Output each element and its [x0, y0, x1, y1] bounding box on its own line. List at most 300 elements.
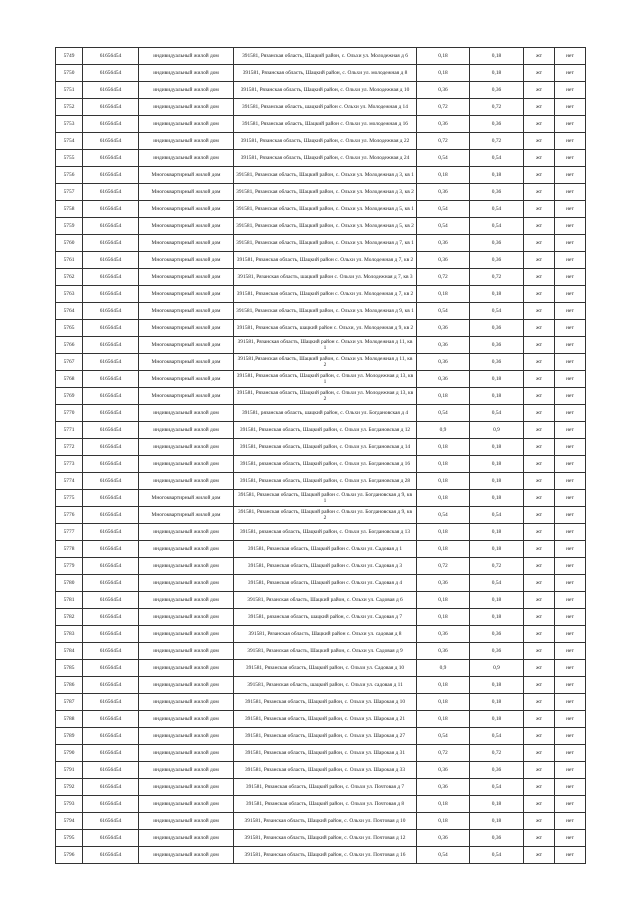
- value-2-cell: 0,54: [470, 218, 524, 235]
- building-type-cell: индивидуальный жилой дом: [139, 609, 234, 626]
- oktmo-code-cell: 61656454: [83, 65, 139, 82]
- value-1-cell: 0,18: [417, 711, 470, 728]
- value-2-cell: 0,18: [470, 371, 524, 388]
- usage-type-cell: жт: [524, 371, 555, 388]
- address-cell: 391581, Рязанская область, Шацкий район, с. Ольхи ул. Почтовая д 8: [234, 796, 417, 813]
- value-1-cell: 0,36: [417, 320, 470, 337]
- value-2-cell: 0,36: [470, 830, 524, 847]
- building-type-cell: индивидуальный жилой дом: [139, 677, 234, 694]
- flag-cell: нет: [555, 779, 586, 796]
- oktmo-code-cell: 61656454: [83, 167, 139, 184]
- row-number-cell: 5760: [56, 235, 83, 252]
- value-2-cell: 0,36: [470, 626, 524, 643]
- row-number-cell: 5770: [56, 405, 83, 422]
- table-row: [56, 796, 586, 813]
- flag-cell: нет: [555, 507, 586, 524]
- usage-type-cell: жт: [524, 218, 555, 235]
- usage-type-cell: жт: [524, 201, 555, 218]
- value-1-cell: 0,36: [417, 643, 470, 660]
- usage-type-cell: жт: [524, 439, 555, 456]
- oktmo-code-cell: 61656454: [83, 541, 139, 558]
- building-type-cell: индивидуальный жилой дом: [139, 558, 234, 575]
- value-2-cell: 0,54: [470, 303, 524, 320]
- flag-cell: нет: [555, 116, 586, 133]
- row-number-cell: 5774: [56, 473, 83, 490]
- building-type-cell: индивидуальный жилой дом: [139, 82, 234, 99]
- flag-cell: нет: [555, 745, 586, 762]
- value-1-cell: 0,18: [417, 388, 470, 405]
- value-1-cell: 0,72: [417, 558, 470, 575]
- usage-type-cell: жт: [524, 592, 555, 609]
- usage-type-cell: жт: [524, 337, 555, 354]
- oktmo-code-cell: 61656454: [83, 643, 139, 660]
- building-type-cell: индивидуальный жилой дом: [139, 745, 234, 762]
- usage-type-cell: жт: [524, 643, 555, 660]
- address-cell: 391581, Рязанская область, Шацкий район, с. Ольхи ул. Почтовая д 7: [234, 779, 417, 796]
- table-row: [56, 847, 586, 864]
- value-1-cell: 0,9: [417, 422, 470, 439]
- building-type-cell: индивидуальный жилой дом: [139, 116, 234, 133]
- flag-cell: нет: [555, 626, 586, 643]
- table-row: [56, 677, 586, 694]
- flag-cell: нет: [555, 728, 586, 745]
- usage-type-cell: жт: [524, 48, 555, 65]
- usage-type-cell: жт: [524, 745, 555, 762]
- value-1-cell: 0,54: [417, 847, 470, 864]
- flag-cell: нет: [555, 354, 586, 371]
- address-cell: 391581, Рязанская область, Шацкий район, с. Ольхи ул. Молодежная д 7, кв 1: [234, 235, 417, 252]
- usage-type-cell: жт: [524, 82, 555, 99]
- row-number-cell: 5766: [56, 337, 83, 354]
- building-type-cell: индивидуальный жилой дом: [139, 592, 234, 609]
- address-cell: 391581, Рязанская область, Шацкий район, с. Ольхи ул. Садовая д 10: [234, 660, 417, 677]
- building-type-cell: Многоквартирный жилой дом: [139, 388, 234, 405]
- registry-rows: [56, 48, 586, 864]
- value-1-cell: 0,18: [417, 490, 470, 507]
- row-number-cell: 5775: [56, 490, 83, 507]
- row-number-cell: 5787: [56, 694, 83, 711]
- building-type-cell: индивидуальный жилой дом: [139, 524, 234, 541]
- building-type-cell: индивидуальный жилой дом: [139, 422, 234, 439]
- table-row: [56, 269, 586, 286]
- address-cell: 391581, Рязанская область, Шацкий район с. Ольхи ул. Садовая д 3: [234, 558, 417, 575]
- value-1-cell: 0,72: [417, 99, 470, 116]
- building-type-cell: индивидуальный жилой дом: [139, 643, 234, 660]
- row-number-cell: 5763: [56, 286, 83, 303]
- address-cell: 391581, Рязанская область, Шацкий район с. Ольхи ул. Молодежная д 7, кв 2: [234, 252, 417, 269]
- value-1-cell: 0,18: [417, 524, 470, 541]
- address-cell: 391581, Рязанская область, Шацкий район, с. Ольхи ул. Молодежная д 13, кв 2: [234, 388, 417, 405]
- flag-cell: нет: [555, 167, 586, 184]
- oktmo-code-cell: 61656454: [83, 371, 139, 388]
- value-1-cell: 0,18: [417, 796, 470, 813]
- value-1-cell: 0,18: [417, 167, 470, 184]
- building-type-cell: Многоквартирный жилой дом: [139, 167, 234, 184]
- flag-cell: нет: [555, 65, 586, 82]
- address-cell: 391581, Рязанская область, Шацкий район, с. Ольхи ул. Шарокая д 10: [234, 694, 417, 711]
- address-cell: 391581, Рязанская область, Шацкий район, с. Ольхи ул. Молодежная д 6: [234, 48, 417, 65]
- value-2-cell: 0,18: [470, 439, 524, 456]
- row-number-cell: 5792: [56, 779, 83, 796]
- value-2-cell: 0,36: [470, 643, 524, 660]
- row-number-cell: 5756: [56, 167, 83, 184]
- value-2-cell: 0,18: [470, 711, 524, 728]
- oktmo-code-cell: 61656454: [83, 388, 139, 405]
- flag-cell: нет: [555, 201, 586, 218]
- address-cell: 391581, Рязанская область, Шацкий район с. Ольхи ул. Богдановская д 9, кв 2: [234, 507, 417, 524]
- usage-type-cell: жт: [524, 286, 555, 303]
- row-number-cell: 5764: [56, 303, 83, 320]
- value-2-cell: 0,18: [470, 167, 524, 184]
- building-type-cell: индивидуальный жилой дом: [139, 813, 234, 830]
- building-type-cell: индивидуальный жилой дом: [139, 779, 234, 796]
- flag-cell: нет: [555, 490, 586, 507]
- oktmo-code-cell: 61656454: [83, 116, 139, 133]
- table-row: [56, 694, 586, 711]
- value-1-cell: 0,18: [417, 541, 470, 558]
- value-1-cell: 0,18: [417, 813, 470, 830]
- oktmo-code-cell: 61656454: [83, 184, 139, 201]
- value-1-cell: 0,36: [417, 830, 470, 847]
- building-type-cell: Многоквартирный жилой дом: [139, 218, 234, 235]
- value-1-cell: 0,36: [417, 354, 470, 371]
- address-cell: 391581, рязанская область, Шацкий район, с. Ольхи ул. Богдановская д 13: [234, 524, 417, 541]
- usage-type-cell: жт: [524, 762, 555, 779]
- value-1-cell: 0,36: [417, 116, 470, 133]
- value-2-cell: 0,18: [470, 286, 524, 303]
- row-number-cell: 5776: [56, 507, 83, 524]
- oktmo-code-cell: 61656454: [83, 728, 139, 745]
- oktmo-code-cell: 61656454: [83, 456, 139, 473]
- building-type-cell: индивидуальный жилой дом: [139, 439, 234, 456]
- value-1-cell: 0,9: [417, 660, 470, 677]
- flag-cell: нет: [555, 439, 586, 456]
- building-type-cell: индивидуальный жилой дом: [139, 99, 234, 116]
- oktmo-code-cell: 61656454: [83, 133, 139, 150]
- flag-cell: нет: [555, 711, 586, 728]
- oktmo-code-cell: 61656454: [83, 320, 139, 337]
- building-type-cell: индивидуальный жилой дом: [139, 711, 234, 728]
- usage-type-cell: жт: [524, 99, 555, 116]
- building-type-cell: Многоквартирный жилой дом: [139, 235, 234, 252]
- usage-type-cell: жт: [524, 558, 555, 575]
- building-type-cell: индивидуальный жилой дом: [139, 847, 234, 864]
- usage-type-cell: жт: [524, 167, 555, 184]
- usage-type-cell: жт: [524, 694, 555, 711]
- table-row: [56, 728, 586, 745]
- building-type-cell: индивидуальный жилой дом: [139, 694, 234, 711]
- value-1-cell: 0,72: [417, 269, 470, 286]
- building-type-cell: Многоквартирный жилой дом: [139, 354, 234, 371]
- address-cell: 391581, Рязанская область, Шацкий район с. Ольхи ул. молодежная д 16: [234, 116, 417, 133]
- table-row: [56, 830, 586, 847]
- usage-type-cell: жт: [524, 184, 555, 201]
- value-2-cell: 0,36: [470, 82, 524, 99]
- value-2-cell: 0,72: [470, 558, 524, 575]
- building-type-cell: Многоквартирный жилой дом: [139, 201, 234, 218]
- building-type-cell: индивидуальный жилой дом: [139, 65, 234, 82]
- value-2-cell: 0,54: [470, 847, 524, 864]
- oktmo-code-cell: 61656454: [83, 422, 139, 439]
- building-type-cell: Многоквартирный жилой дом: [139, 371, 234, 388]
- oktmo-code-cell: 61656454: [83, 252, 139, 269]
- oktmo-code-cell: 61656454: [83, 745, 139, 762]
- address-cell: 391581, Рязанская область, Шацкий район, с. Ольхи ул. Почтовая д 12: [234, 830, 417, 847]
- table-row: [56, 490, 586, 507]
- usage-type-cell: жт: [524, 796, 555, 813]
- row-number-cell: 5782: [56, 609, 83, 626]
- building-type-cell: индивидуальный жилой дом: [139, 660, 234, 677]
- usage-type-cell: жт: [524, 252, 555, 269]
- oktmo-code-cell: 61656454: [83, 694, 139, 711]
- table-row: [56, 320, 586, 337]
- building-type-cell: Многоквартирный жилой дом: [139, 252, 234, 269]
- value-2-cell: 0,18: [470, 48, 524, 65]
- oktmo-code-cell: 61656454: [83, 490, 139, 507]
- value-2-cell: 0,54: [470, 575, 524, 592]
- value-2-cell: 0,54: [470, 201, 524, 218]
- oktmo-code-cell: 61656454: [83, 150, 139, 167]
- row-number-cell: 5795: [56, 830, 83, 847]
- row-number-cell: 5783: [56, 626, 83, 643]
- flag-cell: нет: [555, 320, 586, 337]
- value-1-cell: 0,36: [417, 371, 470, 388]
- building-type-cell: Многоквартирный жилой дом: [139, 337, 234, 354]
- value-1-cell: 0,54: [417, 201, 470, 218]
- oktmo-code-cell: 61656454: [83, 575, 139, 592]
- table-row: [56, 337, 586, 354]
- address-cell: 391581, Рязанская область, Шацкий район, с. Ольхи ул. Шарокая д 21: [234, 711, 417, 728]
- address-cell: 391581, Рязанская область, Шацкий район с. Ольхи ул. Молодежная д 11, кв 1: [234, 337, 417, 354]
- oktmo-code-cell: 61656454: [83, 354, 139, 371]
- oktmo-code-cell: 61656454: [83, 558, 139, 575]
- row-number-cell: 5773: [56, 456, 83, 473]
- table-row: [56, 745, 586, 762]
- oktmo-code-cell: 61656454: [83, 269, 139, 286]
- usage-type-cell: жт: [524, 405, 555, 422]
- row-number-cell: 5784: [56, 643, 83, 660]
- value-2-cell: 0,72: [470, 269, 524, 286]
- flag-cell: нет: [555, 694, 586, 711]
- oktmo-code-cell: 61656454: [83, 762, 139, 779]
- value-2-cell: 0,18: [470, 473, 524, 490]
- building-type-cell: индивидуальный жилой дом: [139, 456, 234, 473]
- usage-type-cell: жт: [524, 65, 555, 82]
- usage-type-cell: жт: [524, 830, 555, 847]
- usage-type-cell: жт: [524, 711, 555, 728]
- oktmo-code-cell: 61656454: [83, 405, 139, 422]
- value-1-cell: 0,18: [417, 592, 470, 609]
- oktmo-code-cell: 61656454: [83, 677, 139, 694]
- table-row: [56, 524, 586, 541]
- flag-cell: нет: [555, 218, 586, 235]
- table-row: [56, 82, 586, 99]
- address-cell: 391581, Рязанская область, Шацкий район с. Ольхи ул. Садовая д 1: [234, 541, 417, 558]
- table-row: [56, 184, 586, 201]
- value-2-cell: 0,36: [470, 184, 524, 201]
- row-number-cell: 5767: [56, 354, 83, 371]
- row-number-cell: 5789: [56, 728, 83, 745]
- value-1-cell: 0,18: [417, 677, 470, 694]
- value-2-cell: 0,18: [470, 813, 524, 830]
- building-type-cell: индивидуальный жилой дом: [139, 405, 234, 422]
- table-row: [56, 167, 586, 184]
- address-cell: 391581, Рязанская область, Шацкий район, с. Ольхи ул. Шарокая д 31: [234, 745, 417, 762]
- usage-type-cell: жт: [524, 150, 555, 167]
- usage-type-cell: жт: [524, 626, 555, 643]
- building-type-cell: индивидуальный жилой дом: [139, 473, 234, 490]
- value-2-cell: 0,36: [470, 762, 524, 779]
- address-cell: 391581, Рязанская область, Шацкий район, с. Ольхи ул. Садовая д 9: [234, 643, 417, 660]
- address-cell: 391581, Рязанская область, Шацкий район, с. Ольхи ул. Шарокая д 33: [234, 762, 417, 779]
- value-1-cell: 0,54: [417, 218, 470, 235]
- oktmo-code-cell: 61656454: [83, 48, 139, 65]
- usage-type-cell: жт: [524, 456, 555, 473]
- row-number-cell: 5752: [56, 99, 83, 116]
- row-number-cell: 5769: [56, 388, 83, 405]
- usage-type-cell: жт: [524, 660, 555, 677]
- table-row: [56, 592, 586, 609]
- usage-type-cell: жт: [524, 575, 555, 592]
- oktmo-code-cell: 61656454: [83, 830, 139, 847]
- value-2-cell: 0,54: [470, 405, 524, 422]
- value-2-cell: 0,18: [470, 796, 524, 813]
- value-1-cell: 0,36: [417, 762, 470, 779]
- flag-cell: нет: [555, 184, 586, 201]
- row-number-cell: 5790: [56, 745, 83, 762]
- row-number-cell: 5758: [56, 201, 83, 218]
- value-1-cell: 0,36: [417, 626, 470, 643]
- row-number-cell: 5749: [56, 48, 83, 65]
- row-number-cell: 5786: [56, 677, 83, 694]
- table-row: [56, 252, 586, 269]
- oktmo-code-cell: 61656454: [83, 235, 139, 252]
- flag-cell: нет: [555, 235, 586, 252]
- value-1-cell: 0,72: [417, 745, 470, 762]
- flag-cell: нет: [555, 524, 586, 541]
- table-row: [56, 762, 586, 779]
- flag-cell: нет: [555, 558, 586, 575]
- row-number-cell: 5772: [56, 439, 83, 456]
- row-number-cell: 5788: [56, 711, 83, 728]
- value-2-cell: 0,54: [470, 507, 524, 524]
- value-1-cell: 0,18: [417, 439, 470, 456]
- building-type-cell: Многоквартирный жилой дом: [139, 269, 234, 286]
- value-2-cell: 0,18: [470, 388, 524, 405]
- building-type-cell: Многоквартирный жилой дом: [139, 184, 234, 201]
- value-1-cell: 0,18: [417, 694, 470, 711]
- value-2-cell: 0,36: [470, 354, 524, 371]
- address-cell: 391581, Рязанская область, Шацкий район, с. Ольхи ул. Почтовая д 16: [234, 847, 417, 864]
- flag-cell: нет: [555, 575, 586, 592]
- flag-cell: нет: [555, 541, 586, 558]
- value-1-cell: 0,36: [417, 337, 470, 354]
- address-cell: 391581, рязанская область, шацкий район, с. Ольхи ул. Богдановская д 4: [234, 405, 417, 422]
- table-row: [56, 643, 586, 660]
- value-1-cell: 0,18: [417, 48, 470, 65]
- value-2-cell: 0,9: [470, 422, 524, 439]
- row-number-cell: 5762: [56, 269, 83, 286]
- flag-cell: нет: [555, 677, 586, 694]
- flag-cell: нет: [555, 609, 586, 626]
- address-cell: 391581, Рязанская область, Шацкий район, с. Ольхи ул. Молодежная д 5, кв 2: [234, 218, 417, 235]
- flag-cell: нет: [555, 286, 586, 303]
- table-row: [56, 201, 586, 218]
- address-cell: 391581, Рязанская область, Шацкий район, с. Ольхи ул. Богдановская д 14: [234, 439, 417, 456]
- table-row: [56, 609, 586, 626]
- usage-type-cell: жт: [524, 779, 555, 796]
- usage-type-cell: жт: [524, 473, 555, 490]
- usage-type-cell: жт: [524, 490, 555, 507]
- address-cell: 391581, Рязанская область, шацкий район, с. Ольхи ул. садовая д 11: [234, 677, 417, 694]
- value-1-cell: 0,54: [417, 150, 470, 167]
- row-number-cell: 5751: [56, 82, 83, 99]
- address-cell: 391581, Рязанская область, Шацкий район, с. Ольхи ул. Богдановская д 12: [234, 422, 417, 439]
- usage-type-cell: жт: [524, 847, 555, 864]
- row-number-cell: 5761: [56, 252, 83, 269]
- oktmo-code-cell: 61656454: [83, 473, 139, 490]
- oktmo-code-cell: 61656454: [83, 660, 139, 677]
- usage-type-cell: жт: [524, 507, 555, 524]
- address-cell: 391581, Рязанская область, Шацкий район, с. Ольхи ул. Молодежная д 13, кв 1: [234, 371, 417, 388]
- building-type-cell: индивидуальный жилой дом: [139, 830, 234, 847]
- row-number-cell: 5753: [56, 116, 83, 133]
- usage-type-cell: жт: [524, 813, 555, 830]
- value-2-cell: 0,36: [470, 320, 524, 337]
- flag-cell: нет: [555, 422, 586, 439]
- table-row: [56, 541, 586, 558]
- row-number-cell: 5796: [56, 847, 83, 864]
- value-2-cell: 0,72: [470, 745, 524, 762]
- flag-cell: нет: [555, 371, 586, 388]
- address-cell: 391581, Рязанская область, Шацкий район, с. Ольхи ул. Почтовая д 10: [234, 813, 417, 830]
- oktmo-code-cell: 61656454: [83, 99, 139, 116]
- row-number-cell: 5754: [56, 133, 83, 150]
- address-cell: 391581, Рязанская область, Шацкий район, с. Ольхи ул. Молодежная д 3, кв 1: [234, 167, 417, 184]
- oktmo-code-cell: 61656454: [83, 201, 139, 218]
- row-number-cell: 5780: [56, 575, 83, 592]
- oktmo-code-cell: 61656454: [83, 337, 139, 354]
- value-2-cell: 0,18: [470, 456, 524, 473]
- row-number-cell: 5768: [56, 371, 83, 388]
- address-cell: 391581, Рязанская область, Шацкий район с. Ольхи ул. Богдановская д 9, кв 1: [234, 490, 417, 507]
- building-type-cell: Многоквартирный жилой дом: [139, 490, 234, 507]
- address-cell: 391581, Рязанская область, шацкий район с. Ольхи, ул. Молодежная д 9, кв 2: [234, 320, 417, 337]
- table-row: [56, 473, 586, 490]
- table-row: [56, 286, 586, 303]
- value-1-cell: 0,18: [417, 65, 470, 82]
- value-2-cell: 0,36: [470, 235, 524, 252]
- row-number-cell: 5791: [56, 762, 83, 779]
- flag-cell: нет: [555, 99, 586, 116]
- oktmo-code-cell: 61656454: [83, 507, 139, 524]
- oktmo-code-cell: 61656454: [83, 847, 139, 864]
- table-row: [56, 711, 586, 728]
- table-row: [56, 354, 586, 371]
- usage-type-cell: жт: [524, 303, 555, 320]
- row-number-cell: 5765: [56, 320, 83, 337]
- flag-cell: нет: [555, 456, 586, 473]
- row-number-cell: 5755: [56, 150, 83, 167]
- oktmo-code-cell: 61656454: [83, 813, 139, 830]
- flag-cell: нет: [555, 388, 586, 405]
- table-row: [56, 779, 586, 796]
- table-row: [56, 660, 586, 677]
- address-cell: 391581, Рязанская область, Шацкий район с. Ольхи ул. садовая д 8: [234, 626, 417, 643]
- table-row: [56, 218, 586, 235]
- flag-cell: нет: [555, 133, 586, 150]
- table-row: [56, 575, 586, 592]
